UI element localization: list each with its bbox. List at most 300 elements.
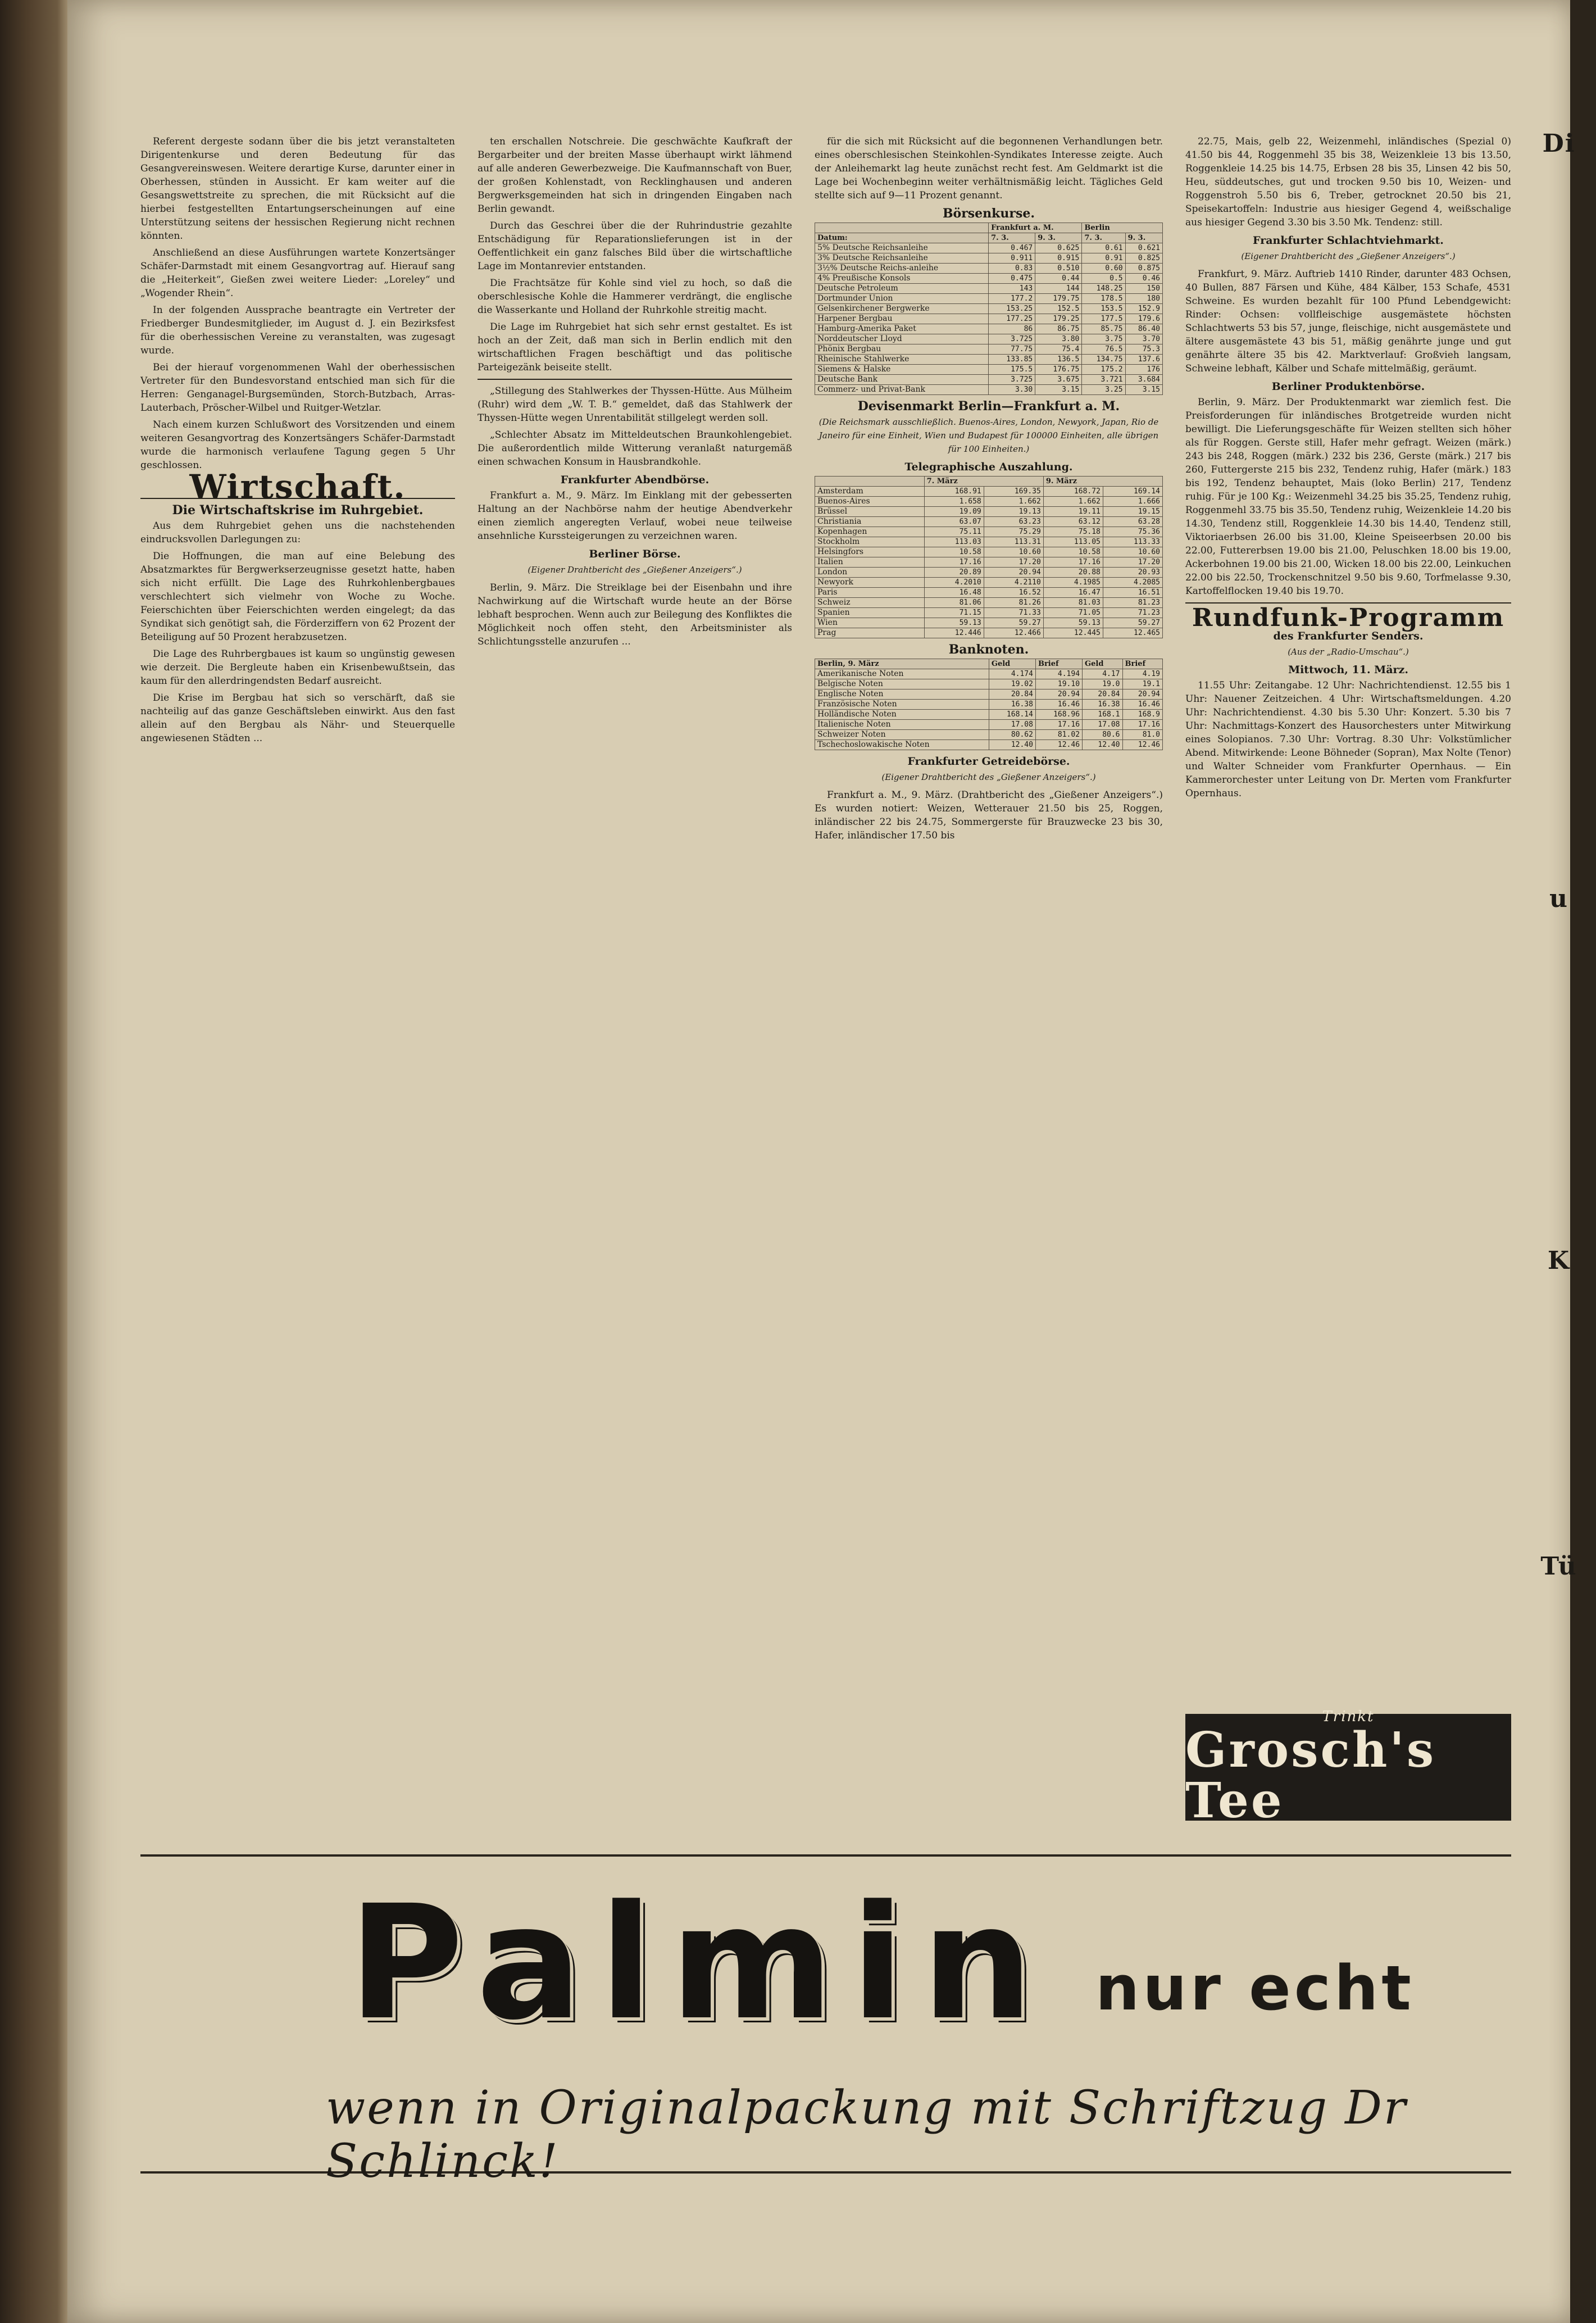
table-cell-label: Holländische Noten [815,710,989,720]
table-cell-value: 19.02 [989,679,1035,689]
cut-heading: u [1549,884,1568,913]
table-cell-value: 178.5 [1082,294,1125,304]
table-cell-value: 17.20 [1103,557,1162,568]
table-cell-value: 71.05 [1043,608,1103,618]
article-title: Berliner Börse. [589,548,681,560]
table-row [815,679,1163,689]
paragraph: In der folgenden Aussprache beantragte ein Vertreter der Friedberger Bundesmitglieder, im August d. J. ein Bezirksfest für die oberhessischen Vereine zu veranstalten, was zugesagt wurde. [140,305,455,356]
paragraph: Nach einem kurzen Schlußwort des Vorsitzenden und einem weiteren Gesangvortrag des Konzertsängers Schäfer-Darmstadt wurde die harmonisch verlaufene Tagung gegen 5 Uhr geschlossen. [140,419,455,471]
article-caption: (Eigener Drahtbericht des „Gießener Anzeigers“.) [1241,251,1456,261]
table-cell-label: Deutsche Bank [815,375,989,385]
table-row [815,304,1163,314]
table-cell-value: 168.14 [989,710,1035,720]
table-cell-value: 1.662 [1043,497,1103,507]
ad-brand: Grosch's Tee [1185,1722,1436,1829]
table-cell-value: 4.2010 [924,578,984,588]
table-cell-label: Siemens & Halske [815,365,989,375]
divider [478,379,792,380]
cut-heading: K [1547,1246,1571,1275]
article-title: Frankfurter Getreidebörse. [907,755,1070,768]
table-cell-label: 4% Preußische Konsols [815,274,989,284]
table-header: Berlin [1082,223,1163,233]
table-cell-label: 3% Deutsche Reichsanleihe [815,253,989,264]
table-cell-label: London [815,568,925,578]
table-cell-value: 0.825 [1125,253,1162,264]
table-row [815,598,1163,608]
table-cell-value: 179.75 [1035,294,1082,304]
table-cell-value: 75.18 [1043,527,1103,537]
table-cell-label: 3½% Deutsche Reichs-anleihe [815,264,989,274]
table-cell-value: 148.25 [1082,284,1125,294]
table-row [815,344,1163,355]
table-header-row [815,659,1163,669]
table-row [815,314,1163,324]
table-row [815,568,1163,578]
table-title: Telegraphische Auszahlung. [904,461,1073,473]
table-header: Geld [989,659,1035,669]
table-row [815,243,1163,253]
table-cell-value: 0.61 [1082,243,1125,253]
table-cell-label: Norddeutscher Lloyd [815,334,989,344]
article-title: Die Wirtschaftskrise im Ruhrgebiet. [172,503,424,518]
table-cell-value: 0.911 [989,253,1035,264]
table-row [815,527,1163,537]
table-cell-value: 71.33 [984,608,1043,618]
table-cell-value: 175.2 [1082,365,1125,375]
table-row [815,334,1163,344]
table-cell-value: 3.15 [1035,385,1082,395]
paragraph: Frankfurt a. M., 9. März. Im Einklang mit der gebesserten Haltung an der Nachbörse nahm der heutige Abendverkehr einen ziemlich angeregten Verlauf, wobei neue teilweise ansehnliche Kurssteigerungen zu verzeichnen waren. [478,490,792,542]
paragraph: 22.75, Mais, gelb 22, Weizenmehl, inländisches (Spezial 0) 41.50 bis 44, Roggenmehl 35 bis 38, Weizenkleie 13 bis 13.50, Roggenkleie 14.25 bis 14.75, Erbsen 28 bis 35, Linsen 42 bis 50, Heu, süddeutsches, gut und trocken 9.50 bis 10, Weizen- und Roggenstroh 5.50 bis 6, Treber, getrocknet 20.50 bis 21, Speisekartoffeln: Industrie aus hiesiger Gegend 4, weißschalige aus hiesiger Gegend 3.30 bis 3.50 Mk. Tendenz: still. [1185,136,1511,228]
table-cell-value: 3.15 [1125,385,1162,395]
table-cell-value: 17.16 [1035,720,1082,730]
table-cell-value: 4.2085 [1103,578,1162,588]
table-cell-value: 0.915 [1035,253,1082,264]
paragraph: Frankfurt, 9. März. Auftrieb 1410 Rinder, darunter 483 Ochsen, 40 Bullen, 887 Färsen und Kühe, 484 Kälber, 153 Schafe, 4531 Schweine. Es wurden bezahlt für 100 Pfund Lebendgewicht: Rinder: Ochsen: vollfleischige ausgemästete höchsten Schlachtwerts 53 bis 57, junge, fleischige, nicht ausgemästete und ältere ausgemästete 43 bis 51, mäßig genährte junge und gut genährte ältere 35 bis 42. Marktverlauf: Großvieh langsam, Schweine lebhaft, Kälber und Schafe mittelmäßig, geräumt. [1185,269,1511,374]
table-header: Brief [1035,659,1082,669]
table-row [815,294,1163,304]
paragraph: Die Lage des Ruhrbergbaues ist kaum so ungünstig gewesen wie derzeit. Die Bergleute haben ein Krisenbewußtsein, das kaum für den allerdringendsten Bedarf ausreicht. [140,648,455,687]
advertisement-palmin [140,1854,1511,2188]
table-header [815,223,989,233]
table-cell-value: 81.03 [1043,598,1103,608]
table-cell-value: 4.174 [989,669,1035,679]
table-cell-label: Wien [815,618,925,628]
table-cell-value: 80.62 [989,730,1035,740]
table-cell-value: 176 [1125,365,1162,375]
table-cell-label: Newyork [815,578,925,588]
table-cell-value: 168.91 [924,487,984,497]
table-cell-value: 180 [1125,294,1162,304]
table-cell-value: 59.13 [1043,618,1103,628]
table-cell-value: 63.28 [1103,517,1162,527]
table-cell-label: Brüssel [815,507,925,517]
section-caption: (Aus der „Radio-Umschau“.) [1288,647,1409,657]
section-subheading: des Frankfurter Senders. [1273,630,1424,642]
table-row [815,547,1163,557]
table-cell-value: 10.58 [1043,547,1103,557]
table-cell-value: 20.84 [989,689,1035,700]
table-cell-value: 179.25 [1035,314,1082,324]
table-cell-value: 10.60 [1103,547,1162,557]
paragraph: Anschließend an diese Ausführungen wartete Konzertsänger Schäfer-Darmstadt mit einem Gesangvortrag auf. Hierauf sang die „Heiterkeit“, Gießen zwei weitere Lieder: „Loreley“ und „Wogender Rhein“. [140,247,455,299]
table-cell-value: 63.12 [1043,517,1103,527]
table-cell-value: 75.11 [924,527,984,537]
table-cell-value: 176.75 [1035,365,1082,375]
table-cell-value: 16.47 [1043,588,1103,598]
table-row [815,700,1163,710]
paragraph: Bei der hierauf vorgenommenen Wahl der oberhessischen Vertreter für den Bundesvorstand entschied man sich für die Herren: Genganagel-Burgsemünden, Storch-Butzbach, Arras-Lauterbach, Pröscher-Wilbel und Ruitger-Wetzlar. [140,362,455,414]
table-cell-value: 19.13 [984,507,1043,517]
table-cell-value: 71.23 [1103,608,1162,618]
table-row [815,537,1163,547]
column-5-fragment [1528,129,1590,1577]
table-cell-value: 19.10 [1035,679,1082,689]
table-cell-label: Christiania [815,517,925,527]
table-cell-label: Helsingfors [815,547,925,557]
table-cell-value: 0.875 [1125,264,1162,274]
table-cell-label: Amsterdam [815,487,925,497]
table-cell-value: 113.31 [984,537,1043,547]
table-cell-value: 1.666 [1103,497,1162,507]
table-cell-value: 169.14 [1103,487,1162,497]
table-cell-value: 12.40 [989,740,1035,750]
table-cell-label: Italien [815,557,925,568]
table-cell-value: 59.27 [1103,618,1162,628]
table-cell-value: 0.467 [989,243,1035,253]
table-cell-value: 168.72 [1043,487,1103,497]
table-cell-value: 3.25 [1082,385,1125,395]
table-cell-value: 20.94 [1122,689,1162,700]
paragraph: ten erschallen Notschreie. Die geschwächte Kaufkraft der Bergarbeiter und der breiten Masse überhaupt wirkt lähmend auf alle anderen Gewerbezweige. Die Kaufmannschaft von Buer, der großen Kohlenstadt, von Recklinghausen und anderen Bergwerksgemeinden hat sich in dringenden Eingaben nach Berlin gewandt. [478,136,792,215]
table-cell-value: 86 [989,324,1035,334]
table-cell-value: 20.89 [924,568,984,578]
table-cell-value: 75.36 [1103,527,1162,537]
table-row [815,324,1163,334]
table-cell-label: Spanien [815,608,925,618]
table-cell-value: 0.46 [1125,274,1162,284]
table-cell-value: 19.15 [1103,507,1162,517]
table-cell-label: Stockholm [815,537,925,547]
table-row [815,740,1163,750]
table-cell-label: Französische Noten [815,700,989,710]
table-header: 7. 3. [1082,233,1125,243]
table-row [815,618,1163,628]
table-title: Devisenmarkt Berlin—Frankfurt a. M. [857,399,1120,414]
table-cell-value: 137.6 [1125,355,1162,365]
table-cell-value: 86.40 [1125,324,1162,334]
table-cell-value: 75.29 [984,527,1043,537]
ad-logo: Palmin [348,1872,1051,2055]
table-cell-value: 168.96 [1035,710,1082,720]
table-cell-value: 63.07 [924,517,984,527]
table-cell-value: 0.625 [1035,243,1082,253]
table-cell-value: 80.6 [1083,730,1122,740]
table-cell-value: 152.9 [1125,304,1162,314]
table-cell-value: 75.3 [1125,344,1162,355]
table-cell-value: 81.26 [984,598,1043,608]
table-cell-value: 81.06 [924,598,984,608]
table-cell-value: 168.9 [1122,710,1162,720]
boersenkurse-table [815,223,1163,395]
table-row [815,557,1163,568]
table-cell-label: Gelsenkirchener Bergwerke [815,304,989,314]
table-cell-value: 0.44 [1035,274,1082,284]
table-cell-value: 20.88 [1043,568,1103,578]
table-cell-label: Schweizer Noten [815,730,989,740]
table-cell-value: 0.5 [1082,274,1125,284]
advertisement-grosch-tee [1185,1708,1511,1829]
paragraph: Die Frachtsätze für Kohle sind viel zu hoch, so daß die oberschlesische Kohle die Hammerer verdrängt, die englische die Wasserkante und Holland der Ruhrkohle streitig macht. [478,278,792,316]
paragraph: Die Hoffnungen, die man auf eine Belebung des Absatzmarktes für Bergwerkserzeugnisse gesetzt hatte, haben sich nicht erfüllt. Die Lage des Ruhrkohlenbergbaues verschlechtert sich vielmehr von Woche zu Woche. Feierschichten über Feierschichten werden eingelegt; da das Syndikat sich genötigt sah, die Förderziffern von 62 Prozent der Beteiligung auf 50 Prozent herabzusetzen. [140,551,455,643]
table-cell-value: 10.60 [984,547,1043,557]
paragraph: Referent dergeste sodann über die bis jetzt veranstalteten Dirigentenkurse und deren Bedeutung für das Gesangvereinswesen. Weitere derartige Kurse, darunter einer in Oberhessen, stünden in Aussicht. Er kam weiter auf die Gesangswettstreite zu sprechen, die mit Rücksicht auf die hierbei festgestellten Entartungserscheinungen auf eine Unterstützung seitens der hessischen Regierung nicht rechnen könnten. [140,136,455,242]
table-cell-value: 16.38 [989,700,1035,710]
table-cell-value: 17.08 [1083,720,1122,730]
table-row [815,497,1163,507]
table-cell-label: Phönix Bergbau [815,344,989,355]
table-header: Datum: [815,233,989,243]
table-cell-value: 17.08 [989,720,1035,730]
table-cell-value: 144 [1035,284,1082,294]
table-row [815,710,1163,720]
table-cell-value: 0.60 [1082,264,1125,274]
section-heading-wirtschaft: Wirtschaft. [189,468,406,506]
table-cell-value: 76.5 [1082,344,1125,355]
table-header: Frankfurt a. M. [989,223,1082,233]
paragraph: 11.55 Uhr: Zeitangabe. 12 Uhr: Nachrichtendienst. 12.55 bis 1 Uhr: Nauener Zeitzeichen. 4 Uhr: Wirtschaftsmeldungen. 4.20 Uhr: Nachrichtendienst. 4.30 bis 5.30 Uhr: Konzert. 5.30 bis 7 Uhr: Nachmittags-Konzert des Hausorchesters unter Mitwirkung eines Solopianos. 7.30 Uhr: Vortrag. 8.30 Uhr: Volkstümlicher Abend. Mitwirkende: Leone Böhneder (Sopran), Max Nolte (Tenor) und Walter Schneider vom Frankfurter Opernhaus. — Ein Kammerorchester unter Leitung von Dr. Merten vom Frankfurter Opernhaus. [1185,680,1511,799]
table-cell-value: 0.91 [1082,253,1125,264]
table-cell-value: 20.94 [984,568,1043,578]
article-caption: (Eigener Drahtbericht des „Gießener Anzeigers“.) [528,565,742,575]
table-cell-value: 20.84 [1083,689,1122,700]
table-cell-value: 169.35 [984,487,1043,497]
table-cell-value: 12.446 [924,628,984,638]
table-cell-value: 4.1985 [1043,578,1103,588]
table-header-row [815,223,1163,233]
table-row [815,608,1163,618]
table-cell-value: 150 [1125,284,1162,294]
table-cell-value: 3.75 [1082,334,1125,344]
table-cell-label: Deutsche Petroleum [815,284,989,294]
table-row [815,253,1163,264]
table-row [815,385,1163,395]
table-cell-value: 3.725 [989,375,1035,385]
table-row [815,274,1163,284]
paragraph: Frankfurt a. M., 9. März. (Drahtbericht des „Gießener Anzeigers“.) Es wurden notiert: Weizen, Wetterauer 21.50 bis 25, Roggen, inländischer 22 bis 24.75, Sommergerste für Brauzwecke 23 bis 30, Hafer, inländischer 17.50 bis [815,790,1163,841]
table-cell-label: 5% Deutsche Reichsanleihe [815,243,989,253]
table-cell-value: 59.13 [924,618,984,628]
table-subheader-row [815,233,1163,243]
table-cell-value: 17.20 [984,557,1043,568]
table-cell-value: 75.4 [1035,344,1082,355]
table-cell-value: 4.194 [1035,669,1082,679]
table-cell-value: 0.621 [1125,243,1162,253]
table-cell-value: 17.16 [924,557,984,568]
table-cell-value: 1.658 [924,497,984,507]
table-title: Börsenkurse. [942,206,1035,221]
table-cell-value: 113.33 [1103,537,1162,547]
table-cell-label: Prag [815,628,925,638]
table-row [815,487,1163,497]
table-row [815,284,1163,294]
table-cell-value: 175.5 [989,365,1035,375]
column-4 [1185,135,1511,804]
table-header: Berlin, 9. März [815,659,989,669]
table-cell-value: 85.75 [1082,324,1125,334]
program-day: Mittwoch, 11. März. [1288,664,1408,676]
table-cell-value: 12.445 [1043,628,1103,638]
table-cell-value: 16.52 [984,588,1043,598]
table-cell-value: 63.23 [984,517,1043,527]
table-row [815,628,1163,638]
table-row [815,355,1163,365]
table-cell-value: 12.40 [1083,740,1122,750]
table-cell-value: 81.0 [1122,730,1162,740]
table-cell-value: 71.15 [924,608,984,618]
paragraph: Berlin, 9. März. Die Streiklage bei der Eisenbahn und ihre Nachwirkung auf die Wirtschaft wurde heute an der Börse lebhaft besprochen. Wenn auch zur Beilegung des Konfliktes die Möglichkeit noch offen steht, den Arbeitsminister als Schlichtungsstelle anzurufen ... [478,582,792,647]
banknoten-table [815,659,1163,750]
book-spine [0,0,67,2323]
table-cell-value: 12.466 [984,628,1043,638]
table-cell-value: 77.75 [989,344,1035,355]
table-caption: (Die Reichsmark ausschließlich. Buenos-Aires, London, Newyork, Japan, Rio de Janeiro für eine Einheit, Wien und Budapest für 100000 Einheiten, alle übrigen für 100 Einheiten.) [819,417,1159,454]
table-header: 7. März [924,477,1043,487]
table-cell-label: Harpener Bergbau [815,314,989,324]
table-cell-value: 3.70 [1125,334,1162,344]
table-header: 9. 3. [1125,233,1162,243]
table-cell-value: 3.725 [989,334,1035,344]
table-row [815,578,1163,588]
table-header: Geld [1083,659,1122,669]
table-cell-value: 16.46 [1035,700,1082,710]
table-cell-label: Schweiz [815,598,925,608]
table-cell-label: Englische Noten [815,689,989,700]
table-cell-label: Rheinische Stahlwerke [815,355,989,365]
table-header: Brief [1122,659,1162,669]
column-3 [815,135,1163,846]
table-cell-value: 16.46 [1122,700,1162,710]
table-cell-value: 113.03 [924,537,984,547]
paragraph: Aus dem Ruhrgebiet gehen uns die nachstehenden eindrucksvollen Darlegungen zu: [140,520,455,545]
cut-heading: Di [1542,129,1576,158]
table-cell-value: 133.85 [989,355,1035,365]
news-notice: „Stillegung des Stahlwerkes der Thyssen-Hütte. Aus Mülheim (Ruhr) wird dem „W. T. B.“ gemeldet, daß das Stahlwerk der Thyssen-Hütte wegen Unrentabilität stillgelegt werden soll. [478,385,792,424]
table-cell-value: 17.16 [1122,720,1162,730]
column-1 [140,135,455,748]
table-cell-label: Kopenhagen [815,527,925,537]
table-cell-value: 20.94 [1035,689,1082,700]
article-caption: (Eigener Drahtbericht des „Gießener Anzeigers“.) [881,772,1096,782]
table-cell-value: 1.662 [984,497,1043,507]
table-header: 9. März [1043,477,1162,487]
news-notice: „Schlechter Absatz im Mitteldeutschen Braunkohlengebiet. Die außerordentlich milde Witterung veranlaßt naturgemäß einen schwachen Konsum in Hausbrandkohle. [478,429,792,468]
table-cell-label: Dortmunder Union [815,294,989,304]
table-cell-value: 81.02 [1035,730,1082,740]
paragraph: Die Lage im Ruhrgebiet hat sich sehr ernst gestaltet. Es ist hoch an der Zeit, daß man sich in Berlin endlich mit den wirtschaftlichen Fragen beschäftigt und das politische Parteigezänk beiseite stellt. [478,321,792,373]
table-cell-value: 4.2110 [984,578,1043,588]
table-cell-value: 152.5 [1035,304,1082,314]
table-cell-value: 143 [989,284,1035,294]
table-cell-value: 0.510 [1035,264,1082,274]
table-cell-value: 16.48 [924,588,984,598]
table-row [815,730,1163,740]
paragraph: Die Krise im Bergbau hat sich so verschärft, daß sie nachteilig auf das ganze Geschäftsleben einwirkt. Aus den fast allein auf den Bergbau als Nähr- und Steuerquelle angewiesenen Städten ... [140,692,455,744]
table-header: 7. 3. [989,233,1035,243]
table-cell-value: 20.93 [1103,568,1162,578]
table-cell-label: Paris [815,588,925,598]
paragraph: Berlin, 9. März. Der Produktenmarkt war ziemlich fest. Die Preisforderungen für inländisches Brotgetreide wurden nicht bewilligt. Die Lieferungsgeschäfte für Weizen stellten sich höher als für Roggen. Gerste still, Hafer mehr gefragt. Weizen (märk.) 243 bis 248, Roggen (märk.) 232 bis 236, Gerste (märk.) 217 bis 260, Futtergerste 215 bis 232, Tendenz ruhig, Hafer (märk.) 183 bis 192, Tendenz behauptet, Mais (loko Berlin) 217, Tendenz ruhig. Für je 100 Kg.: Weizenmehl 34.25 bis 35.25, Tendenz ruhig, Roggenmehl 33.75 bis 35.50, Tendenz ruhig, Weizenkleie 14.20 bis 14.30, Tendenz still, Roggenkleie 14.30 bis 14.40, Tendenz still, Viktoriaerbsen 26.00 bis 31.00, Kleine Speiseerbsen 20.00 bis 22.00, Futtererbsen 19.00 bis 21.00, Peluschken 18.00 bis 19.00, Ackerbohnen 19.00 bis 21.00, Wicken 18.00 bis 22.00, Leinkuchen 22.00 bis 22.50, Trockenschnitzel 9.50 bis 9.60, Torfmelasse 9.30, Kartoffelflocken 19.40 bis 19.70. [1185,397,1511,597]
devisen-table [815,476,1163,638]
table-row [815,375,1163,385]
table-cell-label: Hamburg-Amerika Paket [815,324,989,334]
table-cell-value: 3.684 [1125,375,1162,385]
article-title: Berliner Produktenbörse. [1271,380,1425,393]
table-cell-value: 3.80 [1035,334,1082,344]
table-header: 9. 3. [1035,233,1082,243]
table-cell-label: Amerikanische Noten [815,669,989,679]
table-cell-value: 3.721 [1082,375,1125,385]
table-cell-value: 4.17 [1083,669,1122,679]
table-cell-value: 12.46 [1122,740,1162,750]
table-cell-value: 19.11 [1043,507,1103,517]
table-row [815,588,1163,598]
table-cell-value: 86.75 [1035,324,1082,334]
table-cell-value: 12.465 [1103,628,1162,638]
table-cell-value: 177.5 [1082,314,1125,324]
table-cell-value: 19.09 [924,507,984,517]
table-cell-label: Tschechoslowakische Noten [815,740,989,750]
table-cell-value: 177.2 [989,294,1035,304]
table-cell-value: 153.5 [1082,304,1125,314]
paragraph: für die sich mit Rücksicht auf die begonnenen Verhandlungen betr. eines oberschlesischen Steinkohlen-Syndikates Interesse zeigte. Auch der Anleihemarkt lag heute zunächst recht fest. Am Geldmarkt ist die Lage bei Wochenbeginn weiter verhältnismäßig leicht. Tägliches Geld stellte sich auf 9—11 Prozent genannt. [815,136,1163,201]
table-title: Banknoten. [948,642,1029,657]
table-row [815,365,1163,375]
table-cell-value: 17.16 [1043,557,1103,568]
table-cell-value: 19.0 [1083,679,1122,689]
table-row [815,689,1163,700]
table-cell-value: 168.1 [1083,710,1122,720]
table-cell-value: 3.30 [989,385,1035,395]
table-cell-value: 16.51 [1103,588,1162,598]
table-row [815,517,1163,527]
table-cell-value: 12.46 [1035,740,1082,750]
table-cell-label: Commerz- und Privat-Bank [815,385,989,395]
table-cell-value: 19.1 [1122,679,1162,689]
article-title: Frankfurter Schlachtviehmarkt. [1253,234,1444,247]
table-header-row [815,477,1163,487]
table-cell-value: 134.75 [1082,355,1125,365]
table-cell-value: 10.58 [924,547,984,557]
article-title: Frankfurter Abendbörse. [560,474,710,486]
table-cell-value: 177.25 [989,314,1035,324]
table-row [815,669,1163,679]
table-row [815,264,1163,274]
table-cell-value: 0.475 [989,274,1035,284]
table-cell-value: 113.05 [1043,537,1103,547]
paragraph: Durch das Geschrei über die der Ruhrindustrie gezahlte Entschädigung für Reparationslieferungen ist in der Oeffentlichkeit ein ganz falsches Bild über die wirtschaftliche Lage im Montanrevier entstanden. [478,220,792,272]
table-cell-label: Buenos-Aires [815,497,925,507]
table-cell-value: 0.83 [989,264,1035,274]
table-cell-value: 16.38 [1083,700,1122,710]
table-cell-value: 179.6 [1125,314,1162,324]
ad-claim: nur echt [1095,1952,1415,2024]
table-header [815,477,925,487]
table-cell-value: 81.23 [1103,598,1162,608]
table-cell-value: 4.19 [1122,669,1162,679]
section-heading-rundfunk: Rundfunk-Programm [1192,604,1505,632]
table-cell-value: 136.5 [1035,355,1082,365]
